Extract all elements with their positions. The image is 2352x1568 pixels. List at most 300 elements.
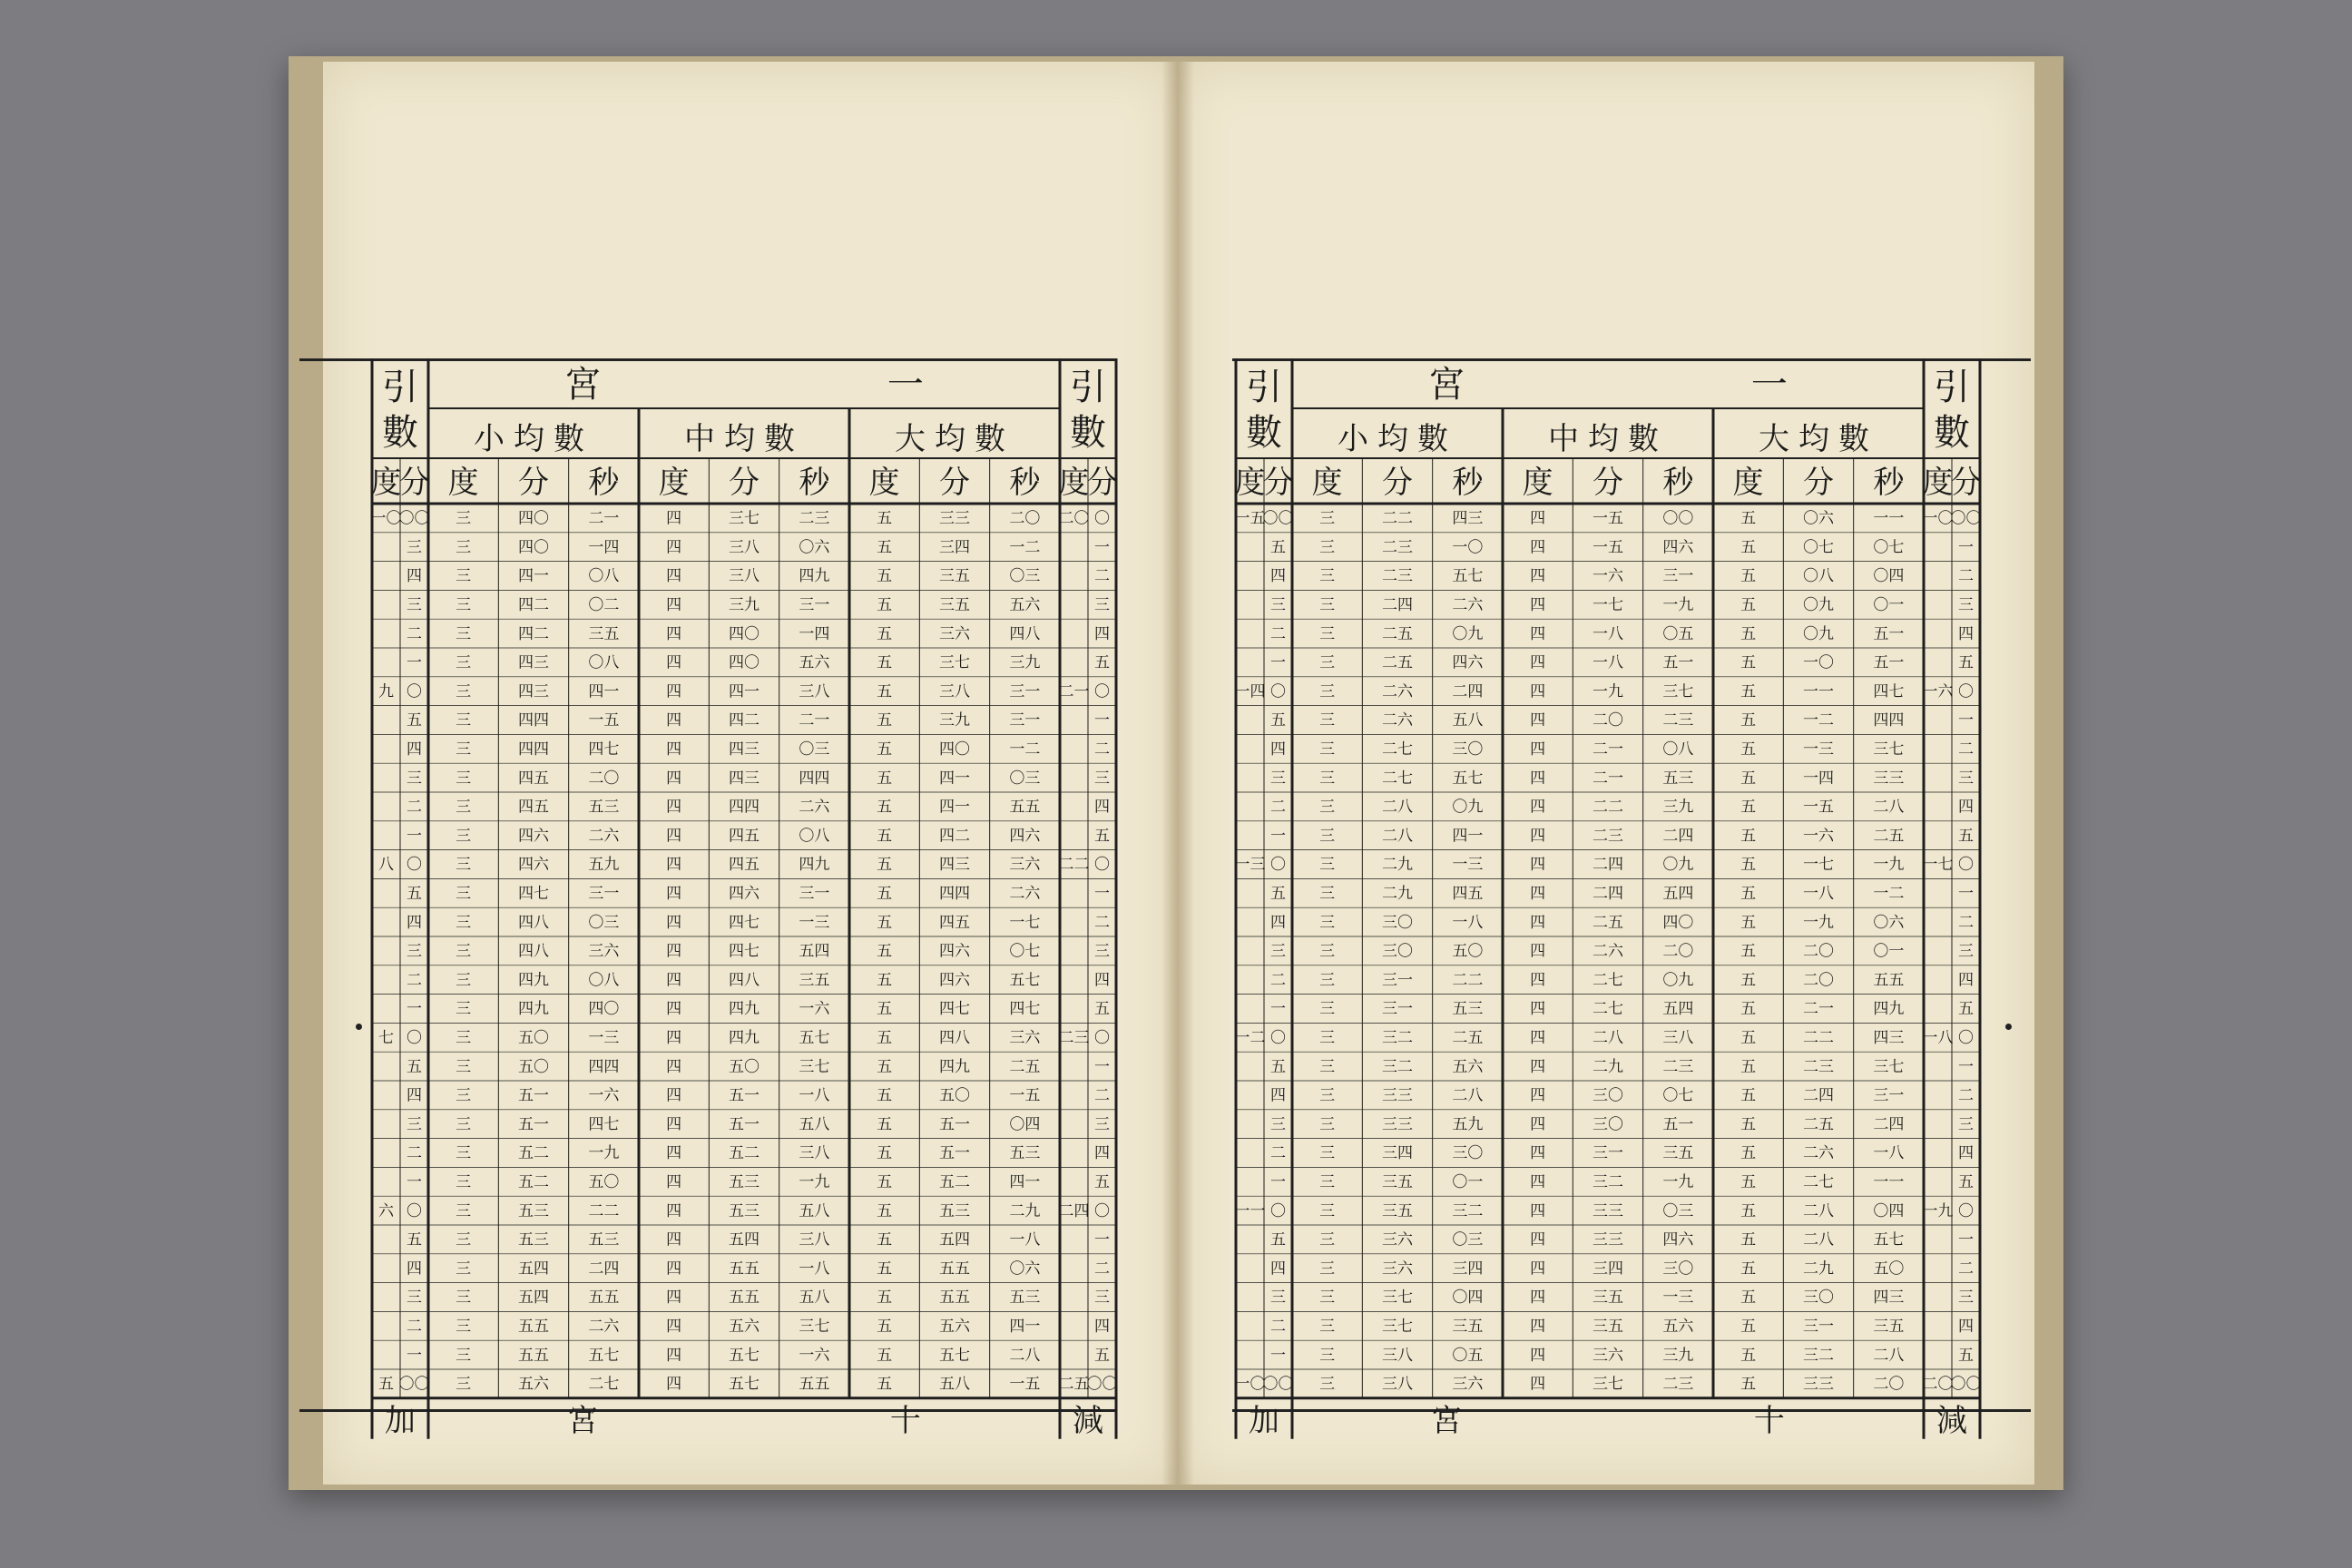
table-cell: 三 (456, 1000, 472, 1019)
table-cell: 一六 (799, 1346, 830, 1365)
unit-header: 分 (729, 465, 760, 501)
table-cell: 四六 (1009, 827, 1041, 846)
table-cell: 四三 (518, 682, 549, 701)
table-cell: 四七 (518, 885, 549, 904)
table-cell: 三一 (1592, 1144, 1623, 1163)
unit-header: 分 (1803, 465, 1834, 501)
argument-minute: 〇 (1270, 1029, 1286, 1048)
table-cell: 三六 (1382, 1230, 1413, 1250)
table-cell: 五 (1740, 1173, 1757, 1192)
table-cell: 三 (1319, 885, 1336, 904)
table-cell: 五 (877, 596, 893, 615)
argument-header: 引 (1246, 367, 1282, 408)
table-cell: 三〇 (1382, 942, 1413, 961)
table-cell: 三 (1319, 711, 1336, 730)
table-cell: 一三 (588, 1029, 620, 1048)
table-cell: 三 (456, 1346, 472, 1365)
argument-minute: 五 (1094, 1173, 1110, 1192)
table-cell: 三 (456, 1144, 472, 1163)
table-cell: 三八 (729, 538, 760, 557)
group-header: 小均數 (474, 421, 593, 457)
table-cell: 三一 (1382, 971, 1413, 990)
table-cell: 二二 (1592, 798, 1623, 817)
argument-degree: 一〇 (1234, 1375, 1266, 1394)
table-cell: 五三 (518, 1230, 549, 1250)
argument-minute: 二 (407, 624, 422, 643)
argument-minute: 三 (1094, 596, 1110, 615)
group-header: 大均數 (895, 421, 1014, 457)
table-cell: 一一 (1873, 509, 1905, 528)
argument-degree: 二二 (1058, 856, 1090, 875)
argument-minute: 三 (1270, 596, 1286, 615)
argument-minute: 四 (407, 567, 422, 586)
unit-header: 度 (868, 465, 900, 501)
argument-minute: 二 (407, 1144, 422, 1163)
argument-minute: 一 (1094, 1230, 1110, 1250)
table-cell: 〇七 (1803, 538, 1834, 557)
table-cell: 三 (1319, 624, 1336, 643)
table-cell: 二七 (1382, 769, 1413, 788)
table-cell: 五二 (518, 1173, 549, 1192)
table-cell: 三九 (1662, 798, 1694, 817)
argument-minute: 一 (407, 1346, 422, 1365)
table-cell: 五七 (729, 1375, 760, 1394)
table-cell: 三 (456, 856, 472, 875)
table-cell: 二六 (588, 827, 620, 846)
table-cell: 五 (1740, 1000, 1757, 1019)
footer-palace: 宮 (1431, 1402, 1463, 1439)
table-cell: 三 (1319, 1230, 1336, 1250)
table-cell: 三 (456, 1230, 472, 1250)
table-cell: 五四 (1662, 1000, 1694, 1019)
table-cell: 四 (1530, 1318, 1546, 1337)
unit-header: 秒 (799, 465, 830, 501)
table-cell: 五 (877, 1000, 893, 1019)
table-cell: 〇八 (1803, 567, 1834, 586)
table-cell: 三八 (1382, 1346, 1413, 1365)
table-cell: 三六 (1452, 1375, 1484, 1394)
argument-minute: 二 (407, 971, 422, 990)
table-cell: 一九 (1662, 596, 1694, 615)
table-cell: 三七 (939, 653, 970, 672)
table-cell: 五 (1740, 798, 1757, 817)
table-cell: 五五 (799, 1375, 830, 1394)
table-cell: 一六 (588, 1086, 620, 1105)
table-cell: 四五 (939, 913, 970, 932)
table-cell: 三 (1319, 1259, 1336, 1279)
argument-minute: 四 (1270, 567, 1286, 586)
table-cell: 三 (456, 769, 472, 788)
table-cell: 一七 (1592, 596, 1623, 615)
table-cell: 三八 (729, 567, 760, 586)
argument-minute: 〇 (407, 1029, 422, 1048)
argument-minute: 三 (1958, 1289, 1974, 1308)
argument-minute: 一 (1958, 1057, 1974, 1076)
table-cell: 五 (877, 913, 893, 932)
argument-minute: 三 (407, 769, 422, 788)
table-cell: 〇九 (1803, 624, 1834, 643)
unit-header: 秒 (1452, 465, 1484, 501)
table-cell: 五 (877, 567, 893, 586)
table-cell: 三 (1319, 596, 1336, 615)
argument-minute: 一 (1094, 1057, 1110, 1076)
table-cell: 四九 (799, 856, 830, 875)
argument-minute: 五 (1270, 1230, 1286, 1250)
argument-minute: 五 (407, 1057, 422, 1076)
unit-header: 秒 (1662, 465, 1694, 501)
table-cell: 一九 (588, 1144, 620, 1163)
table-cell: 三二 (1592, 1173, 1623, 1192)
table-cell: 四 (1530, 682, 1546, 701)
table-cell: 四 (666, 1029, 682, 1048)
table-cell: 四三 (1873, 1029, 1905, 1048)
table-cell: 一二 (1009, 740, 1041, 760)
table-cell: 四 (1530, 885, 1546, 904)
table-cell: 四 (1530, 509, 1546, 528)
argument-minute: 二 (1958, 567, 1974, 586)
table-cell: 三二 (1382, 1057, 1413, 1076)
table-cell: 三 (1319, 1144, 1336, 1163)
group-header: 大均數 (1759, 421, 1878, 457)
table-cell: 三五 (1382, 1201, 1413, 1220)
table-cell: 四 (666, 856, 682, 875)
argument-degree: 一七 (1922, 856, 1954, 875)
table-cell: 三一 (1009, 711, 1041, 730)
table-cell: 四 (666, 1318, 682, 1337)
table-cell: 二二 (1382, 509, 1413, 528)
table-cell: 四八 (518, 913, 549, 932)
argument-header: 數 (1934, 412, 1970, 454)
argument-minute: 四 (1094, 1144, 1110, 1163)
argument-minute: 三 (407, 538, 422, 557)
table-cell: 三〇 (1592, 1086, 1623, 1105)
table-cell: 三 (456, 913, 472, 932)
table-cell: 三 (1319, 856, 1336, 875)
table-cell: 四 (666, 509, 682, 528)
table-cell: 三九 (1662, 1346, 1694, 1365)
table-cell: 三 (456, 1201, 472, 1220)
table-cell: 五五 (729, 1289, 760, 1308)
table-cell: 三 (456, 1289, 472, 1308)
table-cell: 二八 (1452, 1086, 1484, 1105)
table-cell: 四 (666, 1086, 682, 1105)
table-cell: 二七 (1592, 971, 1623, 990)
table-cell: 〇三 (799, 740, 830, 760)
argument-minute: 一 (1094, 711, 1110, 730)
argument-minute: 三 (1958, 1115, 1974, 1134)
table-cell: 二四 (1592, 856, 1623, 875)
table-cell: 五 (877, 1115, 893, 1134)
argument-degree: 二四 (1058, 1201, 1090, 1220)
table-cell: 〇六 (799, 538, 830, 557)
table-cell: 一八 (1592, 653, 1623, 672)
table-cell: 四八 (518, 942, 549, 961)
argument-minute: 一 (1270, 827, 1286, 846)
table-cell: 五三 (1009, 1144, 1041, 1163)
table-cell: 三 (456, 596, 472, 615)
table-cell: 二六 (1803, 1144, 1834, 1163)
table-cell: 四 (1530, 1346, 1546, 1365)
table-cell: 二二 (588, 1201, 620, 1220)
table-cell: 三 (456, 740, 472, 760)
argument-minute: 一 (407, 1173, 422, 1192)
table-cell: 五七 (729, 1346, 760, 1365)
table-cell: 五 (877, 885, 893, 904)
table-cell: 四 (1530, 827, 1546, 846)
table-cell: 四 (666, 682, 682, 701)
table-cell: 四六 (939, 942, 970, 961)
table-cell: 三 (1319, 827, 1336, 846)
table-cell: 一五 (588, 711, 620, 730)
argument-degree: 二三 (1058, 1029, 1090, 1048)
table-cell: 五 (877, 1173, 893, 1192)
palace-label: 宮 (1428, 364, 1465, 406)
table-cell: 五八 (1452, 711, 1484, 730)
table-cell: 五八 (939, 1375, 970, 1394)
table-cell: 二二 (1452, 971, 1484, 990)
table-cell: 二七 (1382, 740, 1413, 760)
table-cell: 二四 (1452, 682, 1484, 701)
table-cell: 五 (1740, 653, 1757, 672)
footer-subtract: 減 (1073, 1402, 1103, 1439)
table-cell: 五 (877, 1259, 893, 1279)
table-cell: 二四 (1382, 596, 1413, 615)
table-cell: 五 (1740, 769, 1757, 788)
table-cell: 四 (1530, 1086, 1546, 1105)
table-cell: 三 (1319, 769, 1336, 788)
table-cell: 三 (456, 567, 472, 586)
table-cell: 〇二 (588, 596, 620, 615)
table-cell: 五七 (1873, 1230, 1905, 1250)
argument-header: 引 (382, 367, 418, 408)
table-cell: 一三 (1452, 856, 1484, 875)
table-cell: 三八 (799, 682, 830, 701)
table-cell: 三五 (939, 567, 970, 586)
table-cell: 三 (456, 1375, 472, 1394)
argument-minute: 四 (407, 913, 422, 932)
table-cell: 三七 (1382, 1289, 1413, 1308)
table-cell: 三 (456, 971, 472, 990)
table-cell: 四 (1530, 596, 1546, 615)
argument-minute: 三 (1958, 769, 1974, 788)
table-cell: 二八 (1873, 1346, 1905, 1365)
table-cell: 五三 (729, 1201, 760, 1220)
argument-minute: 二 (1958, 1259, 1974, 1279)
table-cell: 四六 (1662, 538, 1694, 557)
table-cell: 五四 (518, 1259, 549, 1279)
table-cell: 五三 (729, 1173, 760, 1192)
argument-minute: 三 (1094, 769, 1110, 788)
table-cell: 三七 (1592, 1375, 1623, 1394)
argument-minute: 〇 (1270, 856, 1286, 875)
argument-minute: 〇〇 (1950, 509, 1982, 528)
table-cell: 〇〇 (1662, 509, 1694, 528)
table-cell: 四二 (729, 711, 760, 730)
table-cell: 四 (666, 596, 682, 615)
table-cell: 五七 (588, 1346, 620, 1365)
table-cell: 五六 (939, 1318, 970, 1337)
argument-degree: 六 (378, 1201, 394, 1220)
table-cell: 五〇 (588, 1173, 620, 1192)
table-cell: 三一 (1382, 1000, 1413, 1019)
table-cell: 二六 (1452, 596, 1484, 615)
table-cell: 〇五 (1662, 624, 1694, 643)
argument-minute: 〇〇 (1950, 1375, 1982, 1394)
footer-add: 加 (1249, 1402, 1279, 1439)
table-cell: 五四 (799, 942, 830, 961)
argument-minute: 四 (407, 1086, 422, 1105)
argument-minute: 〇 (1958, 1201, 1974, 1220)
table-cell: 五七 (799, 1029, 830, 1048)
table-cell: 四 (666, 1289, 682, 1308)
table-cell: 三〇 (1452, 1144, 1484, 1163)
table-cell: 五六 (799, 653, 830, 672)
table-cell: 三 (1319, 682, 1336, 701)
argument-degree: 一四 (1234, 682, 1266, 701)
table-cell: 三〇 (1662, 1259, 1694, 1279)
argument-minute: 一 (1958, 711, 1974, 730)
table-cell: 一八 (1873, 1144, 1905, 1163)
table-cell: 五三 (588, 1230, 620, 1250)
table-cell: 四五 (1452, 885, 1484, 904)
table-cell: 五 (877, 711, 893, 730)
table-cell: 四 (1530, 1057, 1546, 1076)
table-cell: 三六 (1009, 856, 1041, 875)
table-cell: 四 (1530, 1000, 1546, 1019)
table-cell: 一〇 (1452, 538, 1484, 557)
table-cell: 二三 (1662, 711, 1694, 730)
table-cell: 三二 (1803, 1346, 1834, 1365)
table-cell: 二五 (1873, 827, 1905, 846)
table-cell: 五〇 (518, 1057, 549, 1076)
argument-minute: 〇 (407, 682, 422, 701)
table-cell: 三一 (1803, 1318, 1834, 1337)
table-cell: 四四 (939, 885, 970, 904)
argument-minute: 〇 (1094, 1029, 1110, 1048)
table-cell: 四六 (1452, 653, 1484, 672)
unit-header: 分 (518, 465, 549, 501)
table-cell: 五 (877, 971, 893, 990)
table-cell: 三三 (939, 509, 970, 528)
group-header: 中均數 (1548, 421, 1668, 457)
argument-minute: 四 (1958, 1318, 1974, 1337)
table-cell: 三〇 (1803, 1289, 1834, 1308)
table-cell: 五三 (939, 1201, 970, 1220)
table-cell: 五一 (1873, 653, 1905, 672)
argument-minute: 三 (407, 1115, 422, 1134)
table-cell: 二〇 (588, 769, 620, 788)
table-cell: 五 (1740, 1346, 1757, 1365)
table-cell: 五一 (518, 1086, 549, 1105)
table-cell: 三 (1319, 1086, 1336, 1105)
argument-minute: 〇〇 (398, 1375, 430, 1394)
unit-header: 秒 (1009, 465, 1041, 501)
table-cell: 四 (1530, 913, 1546, 932)
table-cell: 五四 (729, 1230, 760, 1250)
table-cell: 三五 (1382, 1173, 1413, 1192)
table-cell: 二〇 (1803, 942, 1834, 961)
table-cell: 〇四 (1452, 1289, 1484, 1308)
book-gutter (1161, 62, 1194, 1485)
table-cell: 四 (1530, 567, 1546, 586)
argument-minute: 四 (1958, 1144, 1974, 1163)
argument-minute: 二 (407, 1318, 422, 1337)
argument-minute: 五 (1270, 711, 1286, 730)
table-cell: 三 (1319, 538, 1336, 557)
argument-degree: 二〇 (1058, 509, 1090, 528)
table-cell: 四五 (518, 798, 549, 817)
table-cell: 三 (456, 711, 472, 730)
table-cell: 二〇 (1873, 1375, 1905, 1394)
group-header: 小均數 (1338, 421, 1457, 457)
table-cell: 四〇 (1662, 913, 1694, 932)
argument-minute: 〇 (1270, 1201, 1286, 1220)
table-cell: 二六 (588, 1318, 620, 1337)
argument-minute: 五 (1270, 538, 1286, 557)
table-cell: 四九 (518, 971, 549, 990)
table-cell: 一七 (1009, 913, 1041, 932)
table-cell: 五 (1740, 711, 1757, 730)
table-cell: 一二 (1873, 885, 1905, 904)
table-cell: 三八 (799, 1230, 830, 1250)
table-cell: 四一 (1452, 827, 1484, 846)
table-cell: 五六 (518, 1375, 549, 1394)
table-cell: 四七 (588, 1115, 620, 1134)
unit-header: 分 (398, 465, 430, 501)
table-cell: 五八 (799, 1201, 830, 1220)
table-cell: 四四 (799, 769, 830, 788)
table-cell: 二七 (1592, 1000, 1623, 1019)
table-cell: 四 (1530, 1289, 1546, 1308)
unit-header: 分 (1592, 465, 1623, 501)
table-cell: 四 (666, 740, 682, 760)
table-cell: 五一 (939, 1115, 970, 1134)
table-cell: 〇三 (1009, 769, 1041, 788)
table-cell: 五九 (1452, 1115, 1484, 1134)
table-cell: 四 (1530, 1115, 1546, 1134)
table-cell: 四〇 (729, 624, 760, 643)
table-cell: 四九 (939, 1057, 970, 1076)
footer-palace: 宮 (567, 1402, 599, 1439)
palace-number: 一 (1750, 364, 1788, 406)
argument-minute: 一 (1270, 1346, 1286, 1365)
argument-minute: 四 (407, 1259, 422, 1279)
argument-header: 數 (1246, 412, 1282, 454)
table-cell: 二六 (799, 798, 830, 817)
table-cell: 四 (666, 913, 682, 932)
table-cell: 五 (1740, 856, 1757, 875)
argument-minute: 四 (1094, 971, 1110, 990)
table-cell: 〇七 (1662, 1086, 1694, 1105)
argument-degree: 二五 (1058, 1375, 1090, 1394)
table-cell: 三 (1319, 1173, 1336, 1192)
table-cell: 四四 (588, 1057, 620, 1076)
table-cell: 一八 (1803, 885, 1834, 904)
argument-minute: 五 (1958, 1173, 1974, 1192)
table-cell: 五一 (518, 1115, 549, 1134)
table-cell: 三 (456, 942, 472, 961)
table-cell: 四 (666, 567, 682, 586)
table-cell: 二六 (1382, 682, 1413, 701)
table-cell: 五四 (518, 1289, 549, 1308)
table-cell: 二九 (1382, 856, 1413, 875)
table-cell: 五六 (1452, 1057, 1484, 1076)
table-cell: 五五 (939, 1259, 970, 1279)
table-cell: 一三 (1803, 740, 1834, 760)
table-cell: 三七 (1873, 740, 1905, 760)
table-cell: 四九 (799, 567, 830, 586)
table-cell: 五 (877, 624, 893, 643)
